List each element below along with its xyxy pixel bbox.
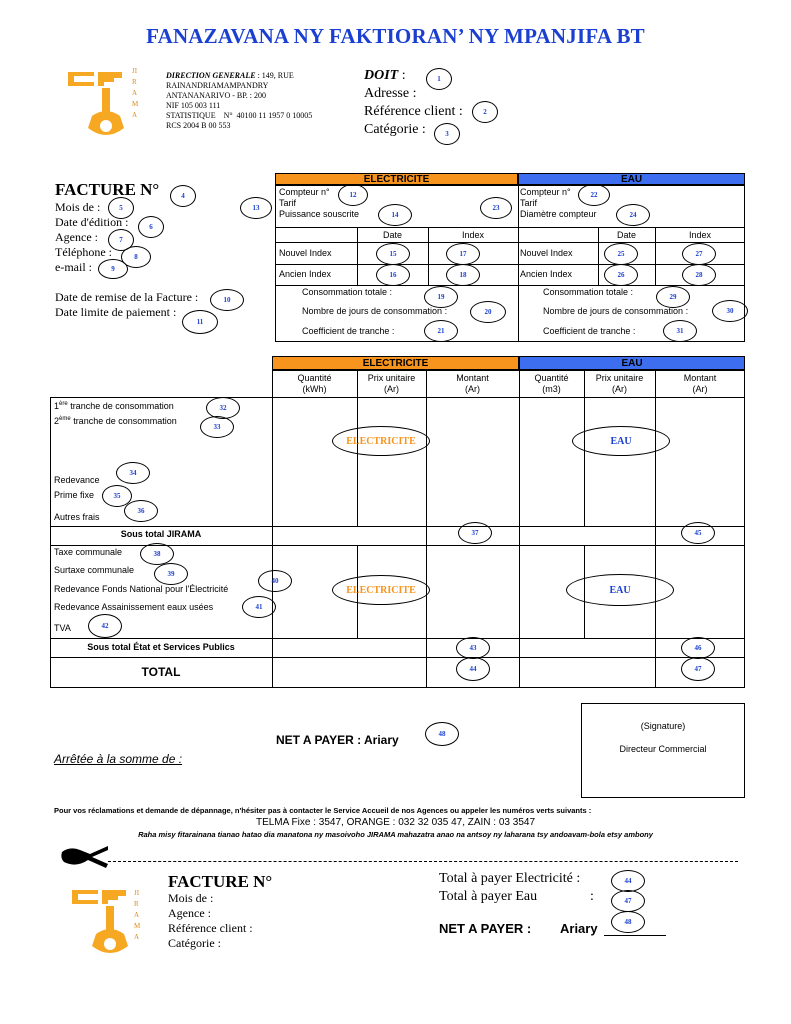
eau-index-header: Index	[688, 230, 712, 240]
agence-label: Agence :	[55, 230, 98, 244]
marker-32: 32	[206, 397, 240, 419]
autres-frais-label: Autres frais	[54, 512, 100, 522]
col-montant-eau: Montant (Ar)	[683, 373, 717, 394]
scissors-icon	[60, 842, 110, 870]
elec-ancien-index-label: Ancien Index	[279, 269, 332, 279]
marker-15: 15	[376, 243, 410, 265]
directeur-commercial-label: Directeur Commercial	[619, 744, 707, 754]
marker-29: 29	[656, 286, 690, 308]
facture-title: FACTURE N°	[55, 180, 160, 199]
stub-agence-label: Agence :	[168, 906, 211, 920]
eau-compteur-label: Compteur n°	[520, 187, 571, 197]
sous-total-etat-label: Sous total État et Services Publics	[87, 642, 235, 652]
tva-label: TVA	[54, 623, 71, 633]
marker-21: 21	[424, 320, 458, 342]
cut-line	[108, 861, 738, 862]
marker-4: 4	[170, 185, 196, 207]
eau-ancien-index-label: Ancien Index	[520, 269, 573, 279]
company-line1-rest: : 149, RUE	[257, 71, 294, 80]
redevance-fne-label: Redevance Fonds National pour l'Électricité	[54, 584, 229, 594]
marker-7: 7	[108, 229, 134, 251]
marker-45: 45	[681, 522, 715, 544]
stub-net-label: NET A PAYER :	[439, 921, 532, 936]
doit-colon: :	[401, 68, 406, 83]
marker-31: 31	[663, 320, 697, 342]
marker-12: 12	[338, 184, 368, 206]
company-line6: RCS 2004 B 00 553	[166, 121, 231, 130]
marker-19: 19	[424, 286, 458, 308]
date-edition-label: Date d'édition :	[55, 215, 129, 229]
meter-eau-header: EAU	[518, 173, 745, 185]
footer-line3: Raha misy fitarainana tianao hatao dia manatona ny masoivoho JIRAMA mahazatra anao na antsoy ny laharana tsy andoavam-bola etsy ambony	[138, 830, 653, 839]
marker-35: 35	[102, 485, 132, 507]
page-title: FANAZAVANA NY FAKTIORAN’ NY MPANJIFA BT	[146, 24, 645, 48]
marker-20: 20	[470, 301, 506, 323]
company-line1-label: DIRECTION GENERALE	[166, 71, 256, 80]
marker-37: 37	[458, 522, 492, 544]
elec-puissance-label: Puissance souscrite	[279, 209, 360, 219]
marker-24: 24	[616, 204, 650, 226]
tranche2-label: 2ème tranche de consommation	[54, 416, 177, 426]
logo-vertical-text: JIRAMA	[132, 67, 139, 119]
oval-elec-1: ELECTRICITE	[332, 426, 430, 456]
stub-amount-line	[604, 935, 666, 936]
col-pu-eau: Prix unitaire (Ar)	[595, 373, 644, 394]
marker-43: 43	[456, 637, 490, 659]
oval-eau-2: EAU	[566, 574, 674, 606]
marker-36: 36	[124, 500, 158, 522]
marker-11: 11	[182, 310, 218, 334]
marker-6: 6	[138, 216, 164, 238]
col-pu-elec: Prix unitaire (Ar)	[367, 373, 416, 394]
doit-label: DOIT	[364, 68, 399, 83]
col-qte-kwh: Quantité (kWh)	[297, 373, 332, 394]
col-qte-m3: Quantité (m3)	[534, 373, 569, 394]
stub-fields	[168, 891, 253, 951]
eau-jours-label: Nombre de jours de consommation :	[543, 306, 689, 316]
marker-3: 3	[434, 123, 460, 145]
date-limite-label: Date limite de paiement :	[55, 305, 177, 319]
reference-client-label: Référence client :	[364, 104, 463, 119]
jirama-logo	[62, 66, 142, 146]
oval-eau-1: EAU	[572, 426, 670, 456]
elec-date-header: Date	[382, 230, 402, 240]
stub-mois-label: Mois de :	[168, 891, 214, 905]
marker-27: 27	[682, 243, 716, 265]
meter-elec-header: ELECTRICITE	[275, 173, 518, 185]
billing-elec-header: ELECTRICITE	[272, 356, 519, 370]
total-label: TOTAL	[141, 665, 181, 679]
eau-coefficient-label: Coefficient de tranche :	[543, 326, 636, 336]
email-label: e-mail :	[55, 260, 92, 274]
logo-stub-vertical-text: JIRAMA	[134, 889, 141, 941]
eau-diametre-label: Diamètre compteur	[520, 209, 597, 219]
marker-44: 44	[456, 657, 490, 681]
stub-marker-48: 48	[611, 911, 645, 933]
marker-39: 39	[154, 563, 188, 585]
marker-2: 2	[472, 101, 498, 123]
eau-date-header: Date	[616, 230, 636, 240]
jirama-logo-icon	[62, 66, 142, 146]
elec-nouvel-index-label: Nouvel Index	[279, 248, 332, 258]
marker-5: 5	[108, 197, 134, 219]
surtaxe-communale-label: Surtaxe communale	[54, 565, 135, 575]
footer-line2: TELMA Fixe : 3547, ORANGE : 032 32 035 47, ZAIN : 03 3547	[255, 817, 536, 828]
mois-label: Mois de :	[55, 200, 101, 214]
adresse-label: Adresse :	[364, 86, 417, 101]
marker-18: 18	[446, 264, 480, 286]
marker-1: 1	[426, 68, 452, 90]
stub-marker-47: 47	[611, 890, 645, 912]
company-info	[166, 71, 356, 131]
stub-marker-44: 44	[611, 870, 645, 892]
net-a-payer-label: NET A PAYER : Ariary	[276, 733, 399, 747]
billing-eau-header: EAU	[519, 356, 745, 370]
marker-23: 23	[480, 197, 512, 219]
elec-coefficient-label: Coefficient de tranche :	[302, 326, 395, 336]
company-line5: STATISTIQUE N° 40100 11 1957 0 10005	[166, 111, 313, 120]
marker-33: 33	[200, 416, 234, 438]
stub-facture-title: FACTURE N°	[168, 872, 273, 891]
stub-total-elec-label: Total à payer Electricité :	[439, 871, 581, 886]
marker-25: 25	[604, 243, 638, 265]
prime-fixe-label: Prime fixe	[54, 490, 95, 500]
oval-elec-2: ELECTRICITE	[332, 575, 430, 605]
marker-13: 13	[240, 197, 272, 219]
stub-categorie-label: Catégorie :	[168, 936, 221, 950]
marker-30: 30	[712, 300, 748, 322]
marker-22: 22	[578, 184, 610, 206]
telephone-label: Téléphone :	[55, 245, 112, 259]
eau-consommation-label: Consommation totale :	[543, 287, 634, 297]
date-remise-label: Date de remise de la Facture :	[55, 290, 199, 304]
col-montant-elec: Montant (Ar)	[456, 373, 489, 394]
marker-42: 42	[88, 614, 122, 638]
marker-8: 8	[121, 246, 151, 268]
sous-total-jirama-label: Sous total JIRAMA	[120, 529, 202, 539]
elec-index-header: Index	[461, 230, 485, 240]
categorie-label: Catégorie :	[364, 122, 426, 137]
redevance-assainissement-label: Redevance Assainissement eaux usées	[54, 602, 214, 612]
elec-tarif-label: Tarif	[279, 198, 297, 208]
elec-jours-label: Nombre de jours de consommation :	[302, 306, 448, 316]
marker-17: 17	[446, 243, 480, 265]
elec-compteur-label: Compteur n°	[279, 187, 330, 197]
marker-10: 10	[210, 289, 244, 311]
signature-label: (Signature)	[640, 721, 686, 731]
marker-46: 46	[681, 637, 715, 659]
footer-line1: Pour vos réclamations et demande de dépannage, n'hésiter pas à contacter le Service Accueil de nos Agences ou appeler les numéros verts suivants :	[54, 806, 592, 815]
redevance-label: Redevance	[54, 475, 100, 485]
marker-41: 41	[242, 596, 276, 618]
marker-26: 26	[604, 264, 638, 286]
taxe-communale-label: Taxe communale	[54, 547, 123, 557]
marker-9: 9	[98, 259, 128, 279]
stub-reference-label: Référence client :	[168, 921, 253, 935]
stub-ariary-label: Ariary	[560, 921, 598, 936]
elec-consommation-label: Consommation totale :	[302, 287, 393, 297]
arretee-label: Arrêtée à la somme de :	[54, 752, 183, 766]
tranche1-label: 1ère tranche de consommation	[54, 401, 174, 411]
company-line2: RAINANDRIAMAMPANDRY	[166, 81, 269, 90]
dates-fields	[55, 290, 198, 320]
stub-total-eau-label: Total à payer Eau	[439, 889, 538, 904]
marker-47: 47	[681, 657, 715, 681]
marker-34: 34	[116, 462, 150, 484]
marker-38: 38	[140, 543, 174, 565]
marker-14: 14	[378, 204, 412, 226]
marker-40: 40	[258, 570, 292, 592]
marker-16: 16	[376, 264, 410, 286]
company-line4: NIF 105 003 111	[166, 101, 221, 110]
eau-nouvel-index-label: Nouvel Index	[520, 248, 573, 258]
marker-48: 48	[425, 722, 459, 746]
marker-28: 28	[682, 264, 716, 286]
stub-total-eau-colon: :	[590, 889, 594, 904]
eau-tarif-label: Tarif	[520, 198, 538, 208]
company-line3: ANTANANARIVO - BP. : 200	[166, 91, 267, 100]
